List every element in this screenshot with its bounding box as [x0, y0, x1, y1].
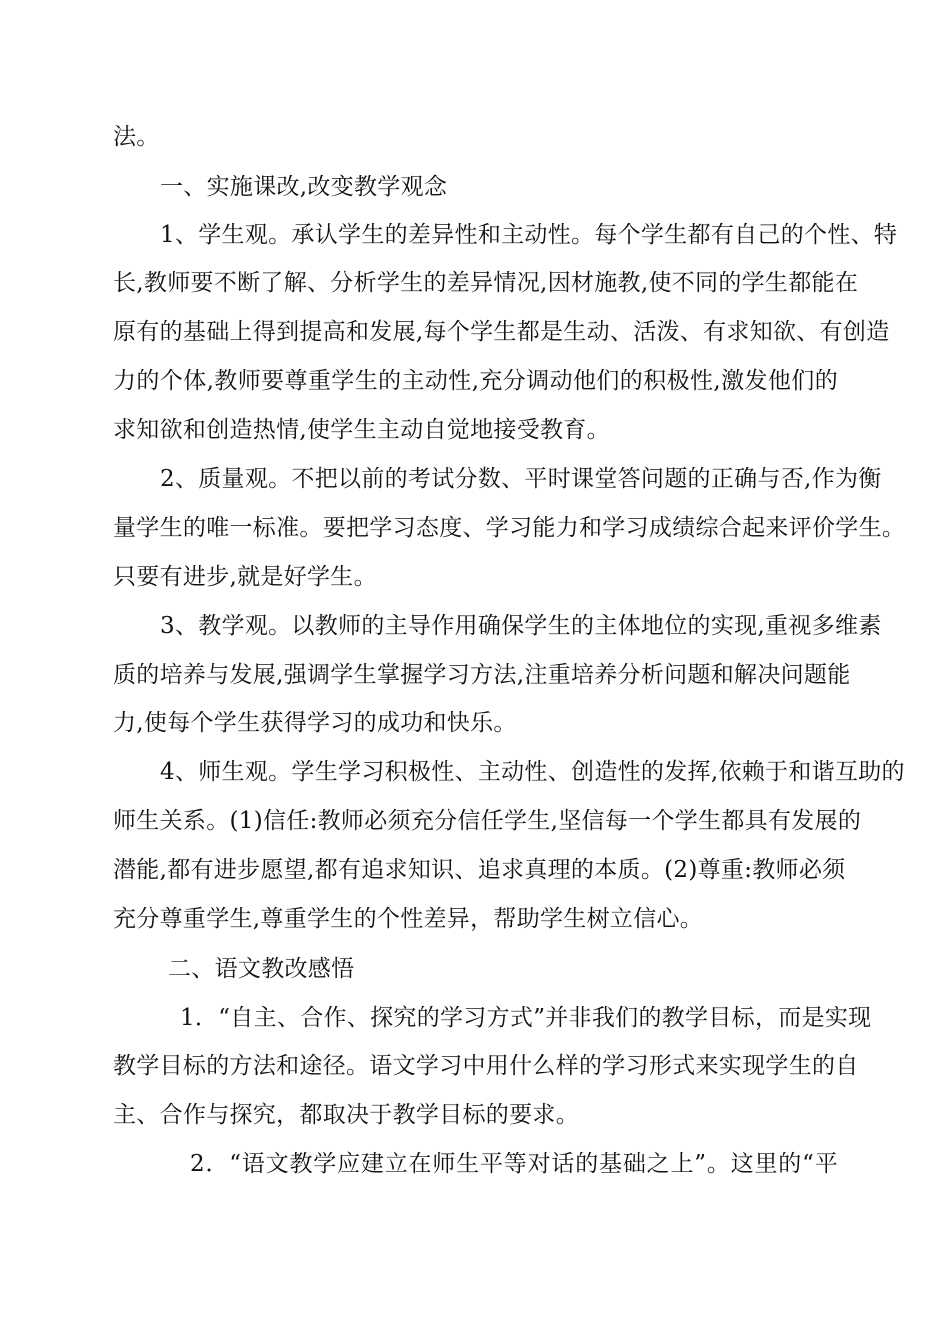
paragraph-2-line-1: 2、质量观。不把以前的考试分数、平时课堂答问题的正确与否,作为衡: [160, 466, 882, 492]
paragraph-1-line-4: 力的个体,教师要尊重学生的主动性,充分调动他们的积极性,激发他们的: [113, 368, 838, 394]
paragraph-3-line-2: 质的培养与发展,强调学生掌握学习方法,注重培养分析问题和解决问题能: [113, 662, 851, 688]
paragraph-2-line-3: 只要有进步,就是好学生。: [113, 564, 377, 590]
paragraph-2-line-2: 量学生的唯一标准。要把学习态度、学习能力和学习成绩综合起来评价学生。: [113, 515, 906, 541]
paragraph-4-line-4: 充分尊重学生,尊重学生的个性差异，帮助学生树立信心。: [113, 906, 704, 932]
paragraph-4-line-3: 潜能,都有进步愿望,都有追求知识、追求真理的本质。(2)尊重:教师必须: [113, 857, 846, 883]
paragraph-4-line-1: 4、师生观。学生学习积极性、主动性、创造性的发挥,依赖于和谐互助的: [160, 759, 905, 785]
paragraph-1-line-3: 原有的基础上得到提高和发展,每个学生都是生动、活泼、有求知欲、有创造: [113, 319, 890, 345]
paragraph-5-line-3: 主、合作与探究，都取决于教学目标的要求。: [113, 1102, 579, 1128]
text-line-continuation: 法。: [113, 124, 160, 150]
paragraph-3-line-1: 3、教学观。以教师的主导作用确保学生的主体地位的实现,重视多维素: [160, 613, 882, 639]
paragraph-5-line-2: 教学目标的方法和途径。语文学习中用什么样的学习形式来实现学生的自: [113, 1053, 859, 1079]
paragraph-6-line-1: 2．“语文教学应建立在师生平等对话的基础之上”。这里的“平: [190, 1151, 838, 1177]
section-heading-2: 二、语文教改感悟: [168, 956, 355, 982]
paragraph-3-line-3: 力,使每个学生获得学习的成功和快乐。: [113, 710, 517, 736]
paragraph-1-line-1: 1、学生观。承认学生的差异性和主动性。每个学生都有自己的个性、特: [160, 222, 898, 248]
section-heading-1: 一、实施课改,改变教学观念: [160, 174, 448, 200]
paragraph-5-line-1: 1．“自主、合作、探究的学习方式”并非我们的教学目标，而是实现: [180, 1005, 872, 1031]
paragraph-1-line-2: 长,教师要不断了解、分析学生的差异情况,因材施教,使不同的学生都能在: [113, 270, 859, 296]
paragraph-4-line-2: 师生关系。(1)信任:教师必须充分信任学生,坚信每一个学生都具有发展的: [113, 808, 862, 834]
paragraph-1-line-5: 求知欲和创造热情,使学生主动自觉地接受教育。: [113, 417, 610, 443]
